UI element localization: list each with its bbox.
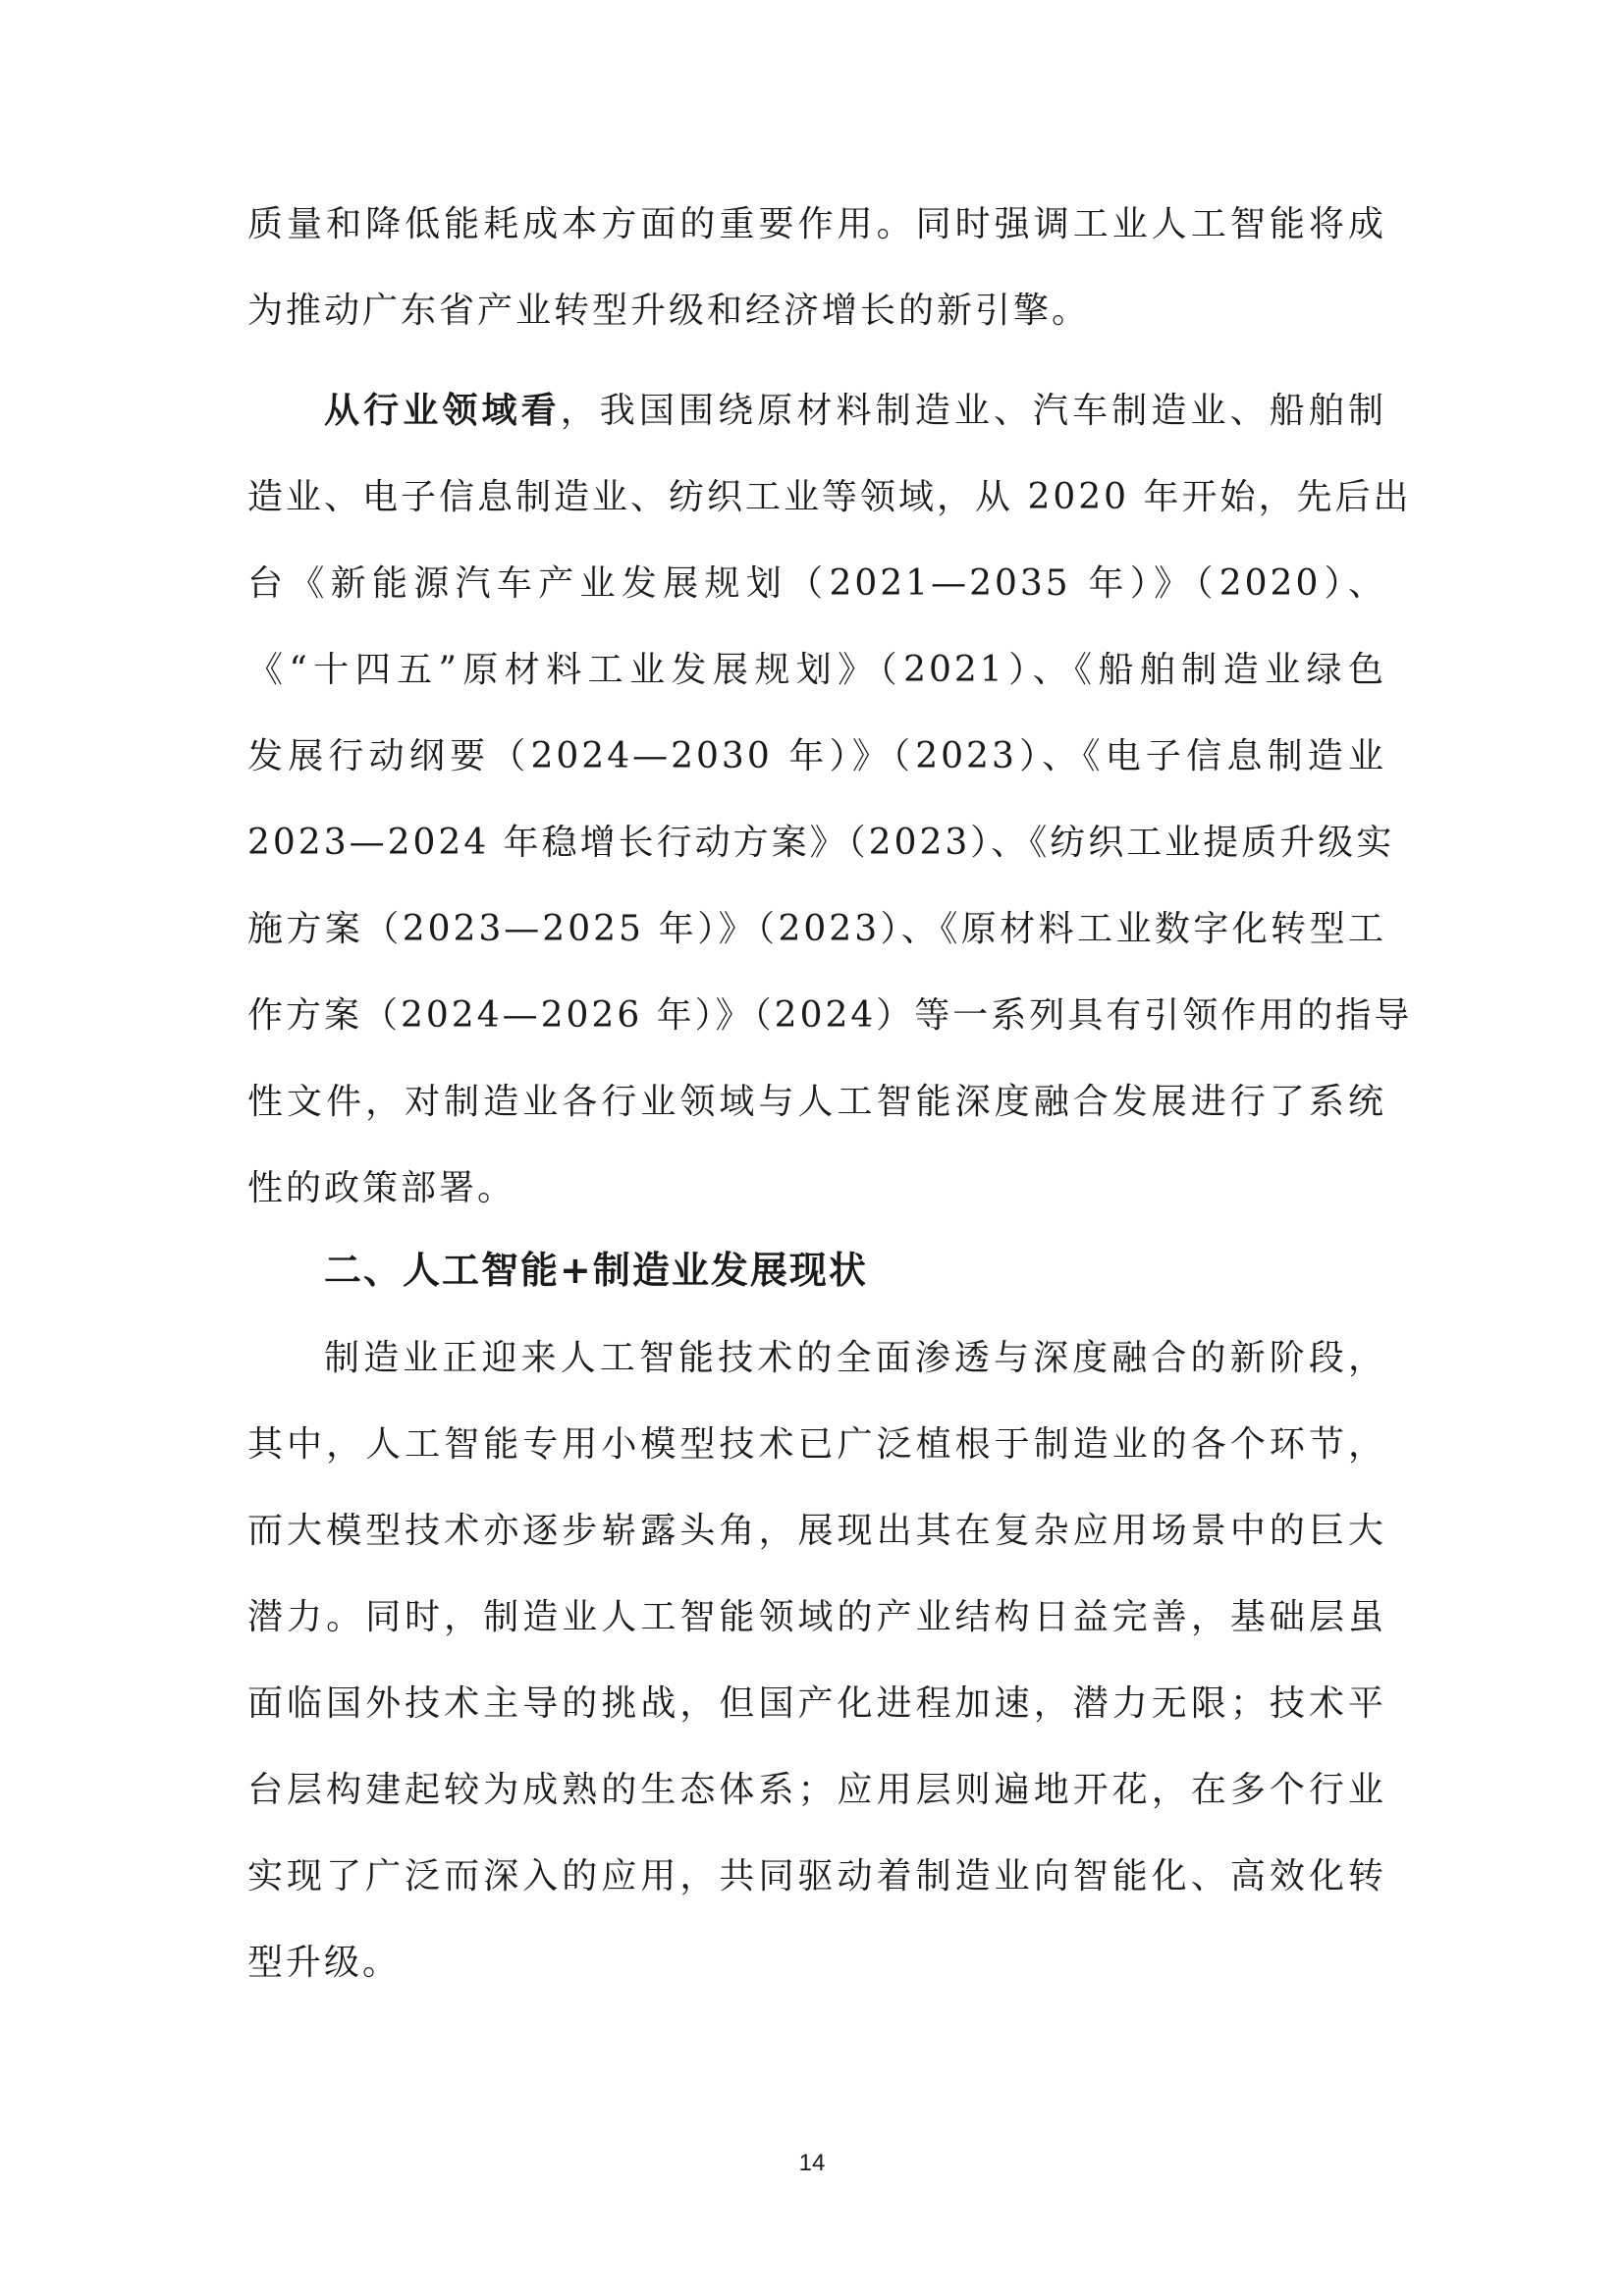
text-line: 施方案（2023—2025 年）》（2023）、《原材料工业数字化转型工 [247, 909, 1386, 949]
section-heading: 二、人工智能+制造业发展现状 [324, 1249, 868, 1292]
paragraph-industry-policies [247, 368, 1413, 1232]
text-line: 2023—2024 年稳增长行动方案》（2023）、《纺织工业提质升级实 [247, 823, 1395, 863]
text-line: 《“十四五”原材料工业发展规划》（2021）、《船舶制造业绿色 [247, 650, 1386, 690]
text-line: 制造业正迎来人工智能技术的全面渗透与深度融合的新阶段， [324, 1338, 1386, 1378]
text-line: 潜力。同时，制造业人工智能领域的产业结构日益完善，基础层虽 [247, 1597, 1386, 1637]
text-line: 性的政策部署。 [247, 1168, 516, 1208]
text-line: 其中，人工智能专用小模型技术已广泛植根于制造业的各个环节， [247, 1424, 1386, 1465]
text-line: 发展行动纲要（2024—2030 年）》（2023）、《电子信息制造业 [247, 736, 1386, 776]
text-line: 性文件，对制造业各行业领域与人工智能深度融合发展进行了系统 [247, 1082, 1386, 1122]
text-line: 而大模型技术亦逐步崭露头角，展现出其在复杂应用场景中的巨大 [247, 1511, 1386, 1551]
text-fragment: ，我国围绕原材料制造业、汽车制造业、船舶制 [560, 391, 1386, 431]
page-number: 14 [798, 2150, 826, 2176]
text-line: 型升级。 [247, 1943, 402, 1983]
text-line: 为推动广东省产业转型升级和经济增长的新引擎。 [247, 291, 1091, 331]
text-line [247, 368, 1386, 454]
paragraph-continuation [247, 182, 1386, 354]
text-line: 作方案（2024—2026 年）》（2024）等一系列具有引领作用的指导 [247, 995, 1413, 1036]
text-line: 质量和降低能耗成本方面的重要作用。同时强调工业人工智能将成 [247, 204, 1386, 244]
text-line: 面临国外技术主导的挑战，但国产化进程加速，潜力无限；技术平 [247, 1683, 1386, 1724]
text-line: 实现了广泛而深入的应用，共同驱动着制造业向智能化、高效化转 [247, 1856, 1386, 1896]
paragraph-development-status [247, 1315, 1386, 2006]
text-line: 造业、电子信息制造业、纺织工业等领域，从 2020 年开始，先后出 [247, 477, 1412, 517]
paragraph-lead-phrase: 从行业领域看 [324, 391, 561, 431]
text-line: 台层构建起较为成熟的生态体系；应用层则遍地开花，在多个行业 [247, 1770, 1386, 1810]
text-line: 台《新能源汽车产业发展规划（2021—2035 年）》（2020）、 [247, 563, 1386, 604]
